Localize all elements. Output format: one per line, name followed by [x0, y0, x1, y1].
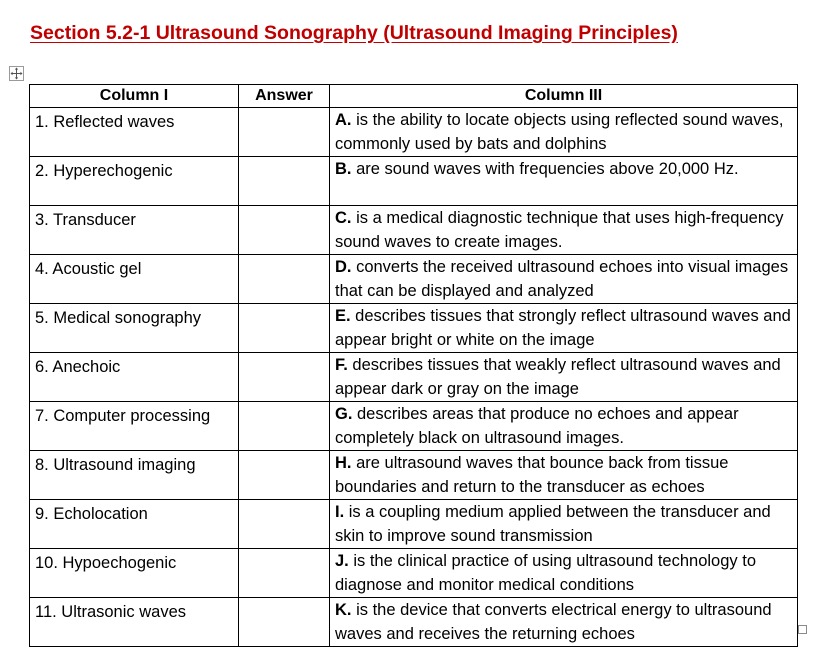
table-row	[30, 451, 798, 500]
answer-cell[interactable]	[239, 549, 330, 598]
table-row	[30, 500, 798, 549]
answer-cell[interactable]	[239, 451, 330, 500]
definition-letter: E.	[335, 307, 351, 325]
header-column-iii: Column III	[330, 85, 798, 108]
definition-cell	[330, 549, 798, 598]
table-row	[30, 402, 798, 451]
answer-cell[interactable]	[239, 255, 330, 304]
definition-letter: F.	[335, 356, 348, 374]
definition-cell	[330, 500, 798, 549]
table-row	[30, 157, 798, 206]
term-cell: 3. Transducer	[30, 206, 239, 255]
term-cell: 2. Hyperechogenic	[30, 157, 239, 206]
table-row	[30, 255, 798, 304]
definition-cell	[330, 598, 798, 647]
table-row	[30, 549, 798, 598]
definition-cell	[330, 157, 798, 206]
definition-text: describes tissues that strongly reflect ultrasound waves and appear bright or white on the image	[335, 307, 791, 349]
definition-cell	[330, 255, 798, 304]
table-row	[30, 598, 798, 647]
definition-cell	[330, 402, 798, 451]
term-cell: 5. Medical sonography	[30, 304, 239, 353]
definition-letter: H.	[335, 454, 352, 472]
term-cell: 6. Anechoic	[30, 353, 239, 402]
table-row	[30, 304, 798, 353]
definition-text: is a medical diagnostic technique that uses high-frequency sound waves to create images.	[335, 209, 784, 251]
answer-cell[interactable]	[239, 157, 330, 206]
section-title: Section 5.2-1 Ultrasound Sonography (Ultrasound Imaging Principles)	[30, 22, 678, 44]
definition-text: is the ability to locate objects using reflected sound waves, commonly used by bats and dolphins	[335, 111, 784, 153]
definition-cell	[330, 304, 798, 353]
answer-cell[interactable]	[239, 108, 330, 157]
definition-text: is a coupling medium applied between the transducer and skin to improve sound transmission	[335, 503, 771, 545]
definition-cell	[330, 206, 798, 255]
definition-text: are sound waves with frequencies above 20,000 Hz.	[351, 160, 739, 178]
definition-letter: I.	[335, 503, 345, 521]
matching-table	[29, 84, 798, 647]
definition-letter: K.	[335, 601, 352, 619]
definition-text: converts the received ultrasound echoes into visual images that can be displayed and analyzed	[335, 258, 789, 300]
table-body	[30, 108, 798, 647]
definition-text: is the device that converts electrical energy to ultrasound waves and receives the returning echoes	[335, 601, 772, 643]
table-move-handle-icon[interactable]	[9, 66, 24, 81]
definition-text: are ultrasound waves that bounce back from tissue boundaries and return to the transducer as echoes	[335, 454, 729, 496]
definition-letter: B.	[335, 160, 352, 178]
definition-cell	[330, 108, 798, 157]
table-resize-handle-icon[interactable]	[798, 625, 807, 634]
term-cell: 11. Ultrasonic waves	[30, 598, 239, 647]
term-cell: 8. Ultrasound imaging	[30, 451, 239, 500]
definition-cell	[330, 353, 798, 402]
answer-cell[interactable]	[239, 402, 330, 451]
term-cell: 1. Reflected waves	[30, 108, 239, 157]
definition-letter: J.	[335, 552, 349, 570]
definition-text: describes tissues that weakly reflect ultrasound waves and appear dark or gray on the image	[335, 356, 781, 398]
table-row	[30, 353, 798, 402]
answer-cell[interactable]	[239, 598, 330, 647]
answer-cell[interactable]	[239, 353, 330, 402]
definition-letter: C.	[335, 209, 352, 227]
answer-cell[interactable]	[239, 304, 330, 353]
definition-letter: D.	[335, 258, 352, 276]
answer-cell[interactable]	[239, 500, 330, 549]
table-row	[30, 206, 798, 255]
header-column-i: Column I	[30, 85, 239, 108]
definition-letter: G.	[335, 405, 353, 423]
header-answer: Answer	[239, 85, 330, 108]
answer-cell[interactable]	[239, 206, 330, 255]
term-cell: 10. Hypoechogenic	[30, 549, 239, 598]
term-cell: 9. Echolocation	[30, 500, 239, 549]
table-row	[30, 108, 798, 157]
definition-text: is the clinical practice of using ultrasound technology to diagnose and monitor medical conditions	[335, 552, 756, 594]
header-row	[30, 85, 798, 108]
definition-cell	[330, 451, 798, 500]
definition-text: describes areas that produce no echoes and appear completely black on ultrasound images.	[335, 405, 739, 447]
term-cell: 7. Computer processing	[30, 402, 239, 451]
term-cell: 4. Acoustic gel	[30, 255, 239, 304]
definition-letter: A.	[335, 111, 352, 129]
